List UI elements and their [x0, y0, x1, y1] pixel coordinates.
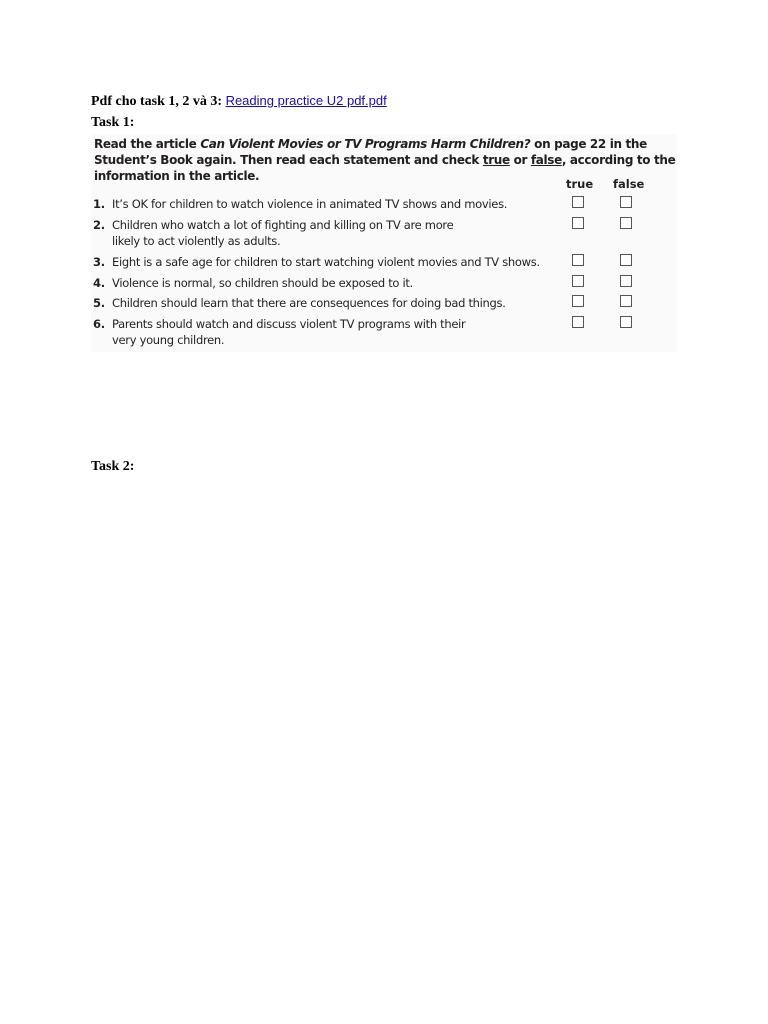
statement-number: 2. [93, 218, 105, 232]
article-title: Can Violent Movies or TV Programs Harm Children? [200, 137, 531, 151]
statement-4-true-checkbox[interactable] [572, 275, 584, 287]
statement-number: 4. [93, 276, 105, 290]
statement-text: Children should learn that there are consequences for doing bad things. [112, 296, 506, 310]
statement-text: Parents should watch and discuss violent TV programs with their [112, 317, 466, 331]
statement-2-false-checkbox[interactable] [620, 217, 632, 229]
task1-label: Task 1: [91, 115, 135, 130]
statement-text: Violence is normal, so children should be exposed to it. [112, 276, 413, 290]
statement-5-false-checkbox[interactable] [620, 295, 632, 307]
pdf-link[interactable]: Reading practice U2 pdf.pdf [225, 93, 387, 108]
task2-label: Task 2: [91, 459, 135, 474]
statement-1-true-checkbox[interactable] [572, 196, 584, 208]
statement-text-continued: very young children. [112, 333, 225, 347]
statement-1-false-checkbox[interactable] [620, 196, 632, 208]
pdf-prefix: Pdf cho task 1, 2 và 3: [91, 94, 223, 109]
true-word: true [482, 153, 510, 167]
statement-text: Children who watch a lot of fighting and killing on TV are more [112, 218, 454, 232]
task1-exercise-image [91, 134, 677, 352]
true-column-header: true [566, 177, 594, 191]
statement-number: 6. [93, 317, 105, 331]
false-word: false [530, 153, 562, 167]
statement-text-continued: likely to act violently as adults. [112, 234, 281, 248]
pdf-line [91, 93, 387, 110]
statement-text: Eight is a safe age for children to start watching violent movies and TV shows. [112, 255, 540, 269]
statement-text: It’s OK for children to watch violence in animated TV shows and movies. [112, 197, 508, 211]
task1-instructions: Read the article Can Violent Movies or TV Programs Harm Children? on page 22 in the Student’s Book again. Then read each statement and check true or false, according to the information in the article. [94, 137, 676, 183]
statement-3-true-checkbox[interactable] [572, 254, 584, 266]
statement-3-false-checkbox[interactable] [620, 254, 632, 266]
statement-5-true-checkbox[interactable] [572, 295, 584, 307]
false-column-header: false [613, 177, 645, 191]
statement-number: 3. [93, 255, 105, 269]
statement-6-true-checkbox[interactable] [572, 316, 584, 328]
statement-2-true-checkbox[interactable] [572, 217, 584, 229]
statement-number: 1. [93, 197, 105, 211]
statement-4-false-checkbox[interactable] [620, 275, 632, 287]
statement-6-false-checkbox[interactable] [620, 316, 632, 328]
statement-number: 5. [93, 296, 105, 310]
